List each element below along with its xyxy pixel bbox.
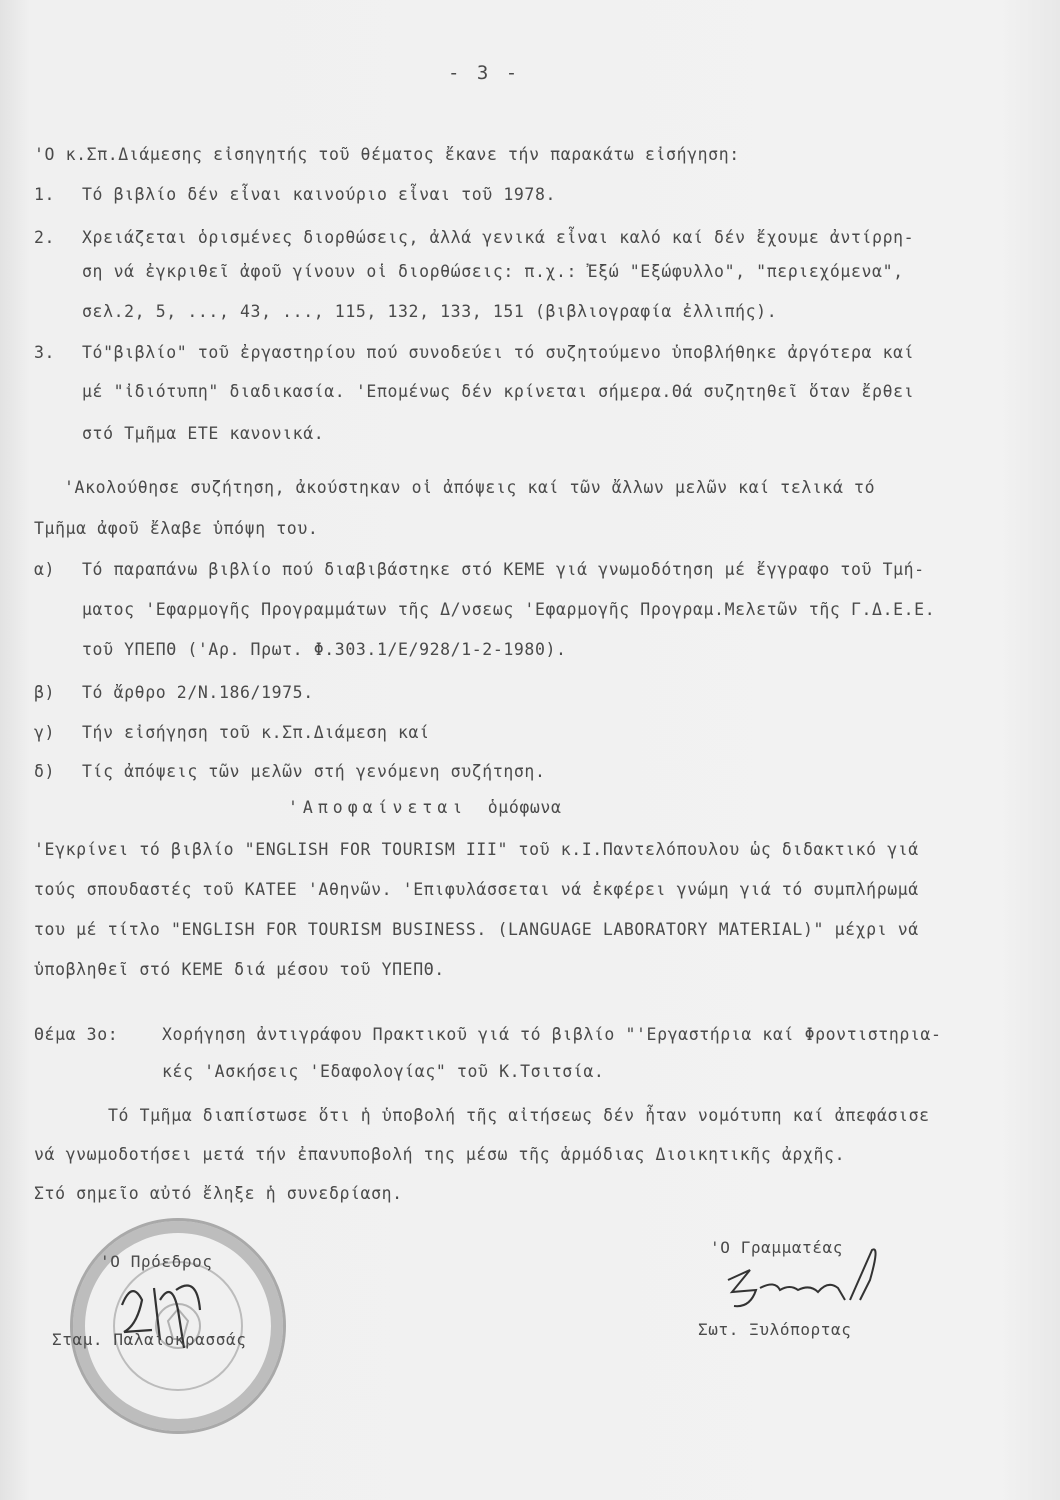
item-3-line-2: μέ "ἰδιότυπη" διαδικασία. 'Επομένως δέν κρίνεται σήμερα.Θά συζητηθεῖ ὅταν ἔρθει: [82, 382, 915, 401]
topic-3-body-line-3: Στό σημεῖο αὐτό ἔληξε ἡ συνεδρίαση.: [34, 1184, 403, 1203]
item-text: Τό βιβλίο δέν εἶναι καινούριο εἶναι τοῦ 1978.: [82, 185, 557, 204]
item-number: 3.: [34, 343, 56, 362]
item-2-line-2: ση νά ἐγκριθεῖ ἀφοῦ γίνουν οἱ διορθώσεις: π.χ.: Ἐξώ "Εξώφυλλο", "περιεχόμενα",: [82, 262, 904, 281]
topic-3-body-line-2: νά γνωμοδοτήσει μετά τήν ἐπανυποβολή της μέσω τῆς ἁρμόδιας Διοικητικῆς ἀρχῆς.: [34, 1145, 846, 1164]
topic-label: Θέμα 3ο:: [34, 1025, 119, 1044]
item-1: [34, 185, 556, 204]
item-3: [34, 343, 914, 362]
item-number: 1.: [34, 185, 56, 204]
item-text: Τό"βιβλίο" τοῦ ἐργαστηρίου πού συνοδεύει τό συζητούμενο ὑποβλήθηκε ἀργότερα καί: [82, 343, 915, 362]
decision-heading: [288, 798, 562, 817]
president-name: Σταμ. Παλαιοκρασσάς: [52, 1330, 247, 1349]
consideration-label: γ): [34, 723, 56, 742]
consideration-label: β): [34, 683, 56, 702]
intro-line: 'Ο κ.Σπ.Διάμεσης εἰσηγητής τοῦ θέματος ἔκανε τήν παρακάτω εἰσήγηση:: [34, 145, 740, 164]
consideration-text: Τίς ἀπόψεις τῶν μελῶν στή γενόμενη συζήτηση.: [82, 762, 546, 781]
consideration-b: [34, 683, 314, 702]
decision-word: 'Αποφαίνεται: [288, 798, 468, 817]
item-2: [34, 228, 914, 247]
decision-line-2: τούς σπουδαστές τοῦ ΚΑΤΕΕ 'Αθηνῶν. 'Επιφυλάσσεται νά ἐκφέρει γνώμη γιά τό συμπλήρωμά: [34, 880, 919, 899]
consideration-label: α): [34, 560, 56, 579]
consideration-a: [34, 560, 925, 579]
consideration-text: Τήν εἰσήγηση τοῦ κ.Σπ.Διάμεση καί: [82, 723, 430, 742]
decision-line-3: του μέ τίτλο "ENGLISH FOR TOURISM BUSINESS. (LANGUAGE LABORATORY MATERIAL)" μέχρι νά: [34, 920, 919, 939]
item-text: Χρειάζεται ὁρισμένες διορθώσεις, ἀλλά γενικά εἶναι καλό καί δέν ἔχουμε ἀντίρρη-: [82, 228, 915, 247]
consideration-text: Τό ἄρθρο 2/Ν.186/1975.: [82, 683, 314, 702]
topic-3-body-line-1: Τό Τμῆμα διαπίστωσε ὅτι ἡ ὑποβολή τῆς αἰτήσεως δέν ἦταν νομότυπη καί ἀπεφάσισε: [108, 1106, 930, 1125]
president-title: 'Ο Πρόεδρος: [100, 1252, 213, 1271]
item-number: 2.: [34, 228, 56, 247]
decision-unanimous: ὁμόφωνα: [487, 798, 562, 817]
item-2-line-3: σελ.2, 5, ..., 43, ..., 115, 132, 133, 151 (βιβλιογραφία ἐλλιπής).: [82, 302, 778, 321]
discussion-line-1: 'Ακολούθησε συζήτηση, ἀκούστηκαν οἱ ἀπόψεις καί τῶν ἄλλων μελῶν καί τελικά τό: [64, 478, 876, 497]
consideration-text: Τό παραπάνω βιβλίο πού διαβιβάστηκε στό ΚΕΜΕ γιά γνωμοδότηση μέ ἔγγραφο τοῦ Τμή-: [82, 560, 925, 579]
decision-line-4: ὑποβληθεῖ στό ΚΕΜΕ διά μέσου τοῦ ΥΠΕΠΘ.: [34, 960, 445, 979]
page-number: - 3 -: [448, 62, 521, 84]
decision-line-1: 'Εγκρίνει τό βιβλίο "ENGLISH FOR TOURISM III" τοῦ κ.Ι.Παντελόπουλου ὡς διδακτικό γιά: [34, 840, 919, 859]
secretary-name: Σωτ. Ξυλόπορτας: [698, 1320, 852, 1339]
consideration-label: δ): [34, 762, 56, 781]
consideration-a-line-3: τοῦ ΥΠΕΠΘ ('Αρ. Πρωτ. Φ.303.1/Ε/928/1-2-1980).: [82, 640, 567, 659]
topic-3-title: [34, 1025, 942, 1044]
topic-3-title-line-2: κές 'Ασκήσεις 'Εδαφολογίας" τοῦ Κ.Τσιτσία.: [162, 1062, 605, 1081]
consideration-d: [34, 762, 546, 781]
secretary-title: 'Ο Γραμματέας: [710, 1238, 844, 1257]
consideration-a-line-2: ματος 'Εφαρμογῆς Προγραμμάτων τῆς Δ/νσεως 'Εφαρμογῆς Προγραμ.Μελετῶν τῆς Γ.Δ.Ε.Ε.: [82, 600, 936, 619]
consideration-c: [34, 723, 430, 742]
topic-text: Χορήγηση ἀντιγράφου Πρακτικοῦ γιά τό βιβλίο "'Εργαστήρια καί Φροντιστηρια-: [162, 1025, 942, 1044]
discussion-line-2: Τμῆμα ἀφοῦ ἔλαβε ὑπόψη του.: [34, 519, 319, 538]
item-3-line-3: στό Τμῆμα ΕΤΕ κανονικά.: [82, 424, 325, 443]
secretary-signature: [720, 1240, 890, 1320]
